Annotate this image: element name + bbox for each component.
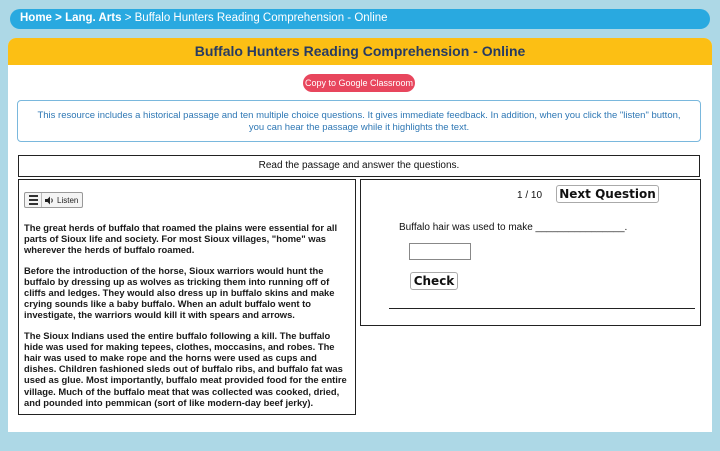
instruction-banner: Read the passage and answer the questions. xyxy=(18,155,700,177)
breadcrumb-current: Buffalo Hunters Reading Comprehension - Online xyxy=(134,12,388,24)
passage-paragraph: Before the introduction of the horse, Sioux warriors would hunt the buffalo by dressing up as wolves as tricking them into running off of cliffs and ledges. They would also dress up in buffalo skins and make crying sounds like a baby buffalo. When an adult buffalo went to investigate, the warriors would kill it with spears and arrows. xyxy=(24,264,335,321)
resource-panel xyxy=(8,38,712,432)
feedback-divider xyxy=(389,308,695,309)
passage-paragraph: The Sioux Indians used the entire buffalo following a kill. The buffalo hide was used for making tepees, clothes, moccasins, and robes. The hair was used to make rope and the horns were used as cups and dishes. Children fashioned sleds out of buffalo ribs, and buffalo fat was used as glue. Most importantly, buffalo meat provided food for the entire village. Much of the buffalo meat that was collected was cooked, dried, and pounded into pemmican (sort of like modern-day beef jerky). xyxy=(24,329,347,408)
breadcrumb-home-link[interactable]: Home xyxy=(20,12,52,24)
listen-label: Listen xyxy=(57,195,79,205)
listen-button[interactable] xyxy=(42,196,82,205)
question-counter: 1 / 10 xyxy=(517,190,543,201)
next-question-button[interactable]: Next Question xyxy=(556,185,659,203)
resource-description: This resource includes a historical passage and ten multiple choice questions. It gives immediate feedback. In addition, when you click the "listen" button, you can hear the passage while it highlights the text. xyxy=(17,100,701,142)
reading-passage[interactable] xyxy=(18,179,356,415)
question-text: Buffalo hair was used to make ________________. xyxy=(399,222,628,233)
answer-input[interactable] xyxy=(409,243,471,260)
quiz-panel xyxy=(360,179,701,326)
hamburger-icon[interactable] xyxy=(25,193,42,207)
passage-paragraph: The great herds of buffalo that roamed the plains were essential for all parts of Sioux life and society. For most Sioux villages, "home" was wherever the herds of buffalo roamed. xyxy=(24,222,338,256)
check-button[interactable]: Check xyxy=(410,272,458,290)
breadcrumb xyxy=(10,9,710,29)
breadcrumb-separator: > xyxy=(51,12,66,24)
breadcrumb-lang-arts-link[interactable]: Lang. Arts xyxy=(65,12,122,24)
reader-toolbar xyxy=(24,192,83,208)
page-title: Buffalo Hunters Reading Comprehension - Online xyxy=(8,38,712,65)
speaker-icon xyxy=(45,196,55,205)
breadcrumb-separator: > xyxy=(121,12,135,24)
copy-to-google-classroom-button[interactable]: Copy to Google Classroom xyxy=(303,74,415,92)
